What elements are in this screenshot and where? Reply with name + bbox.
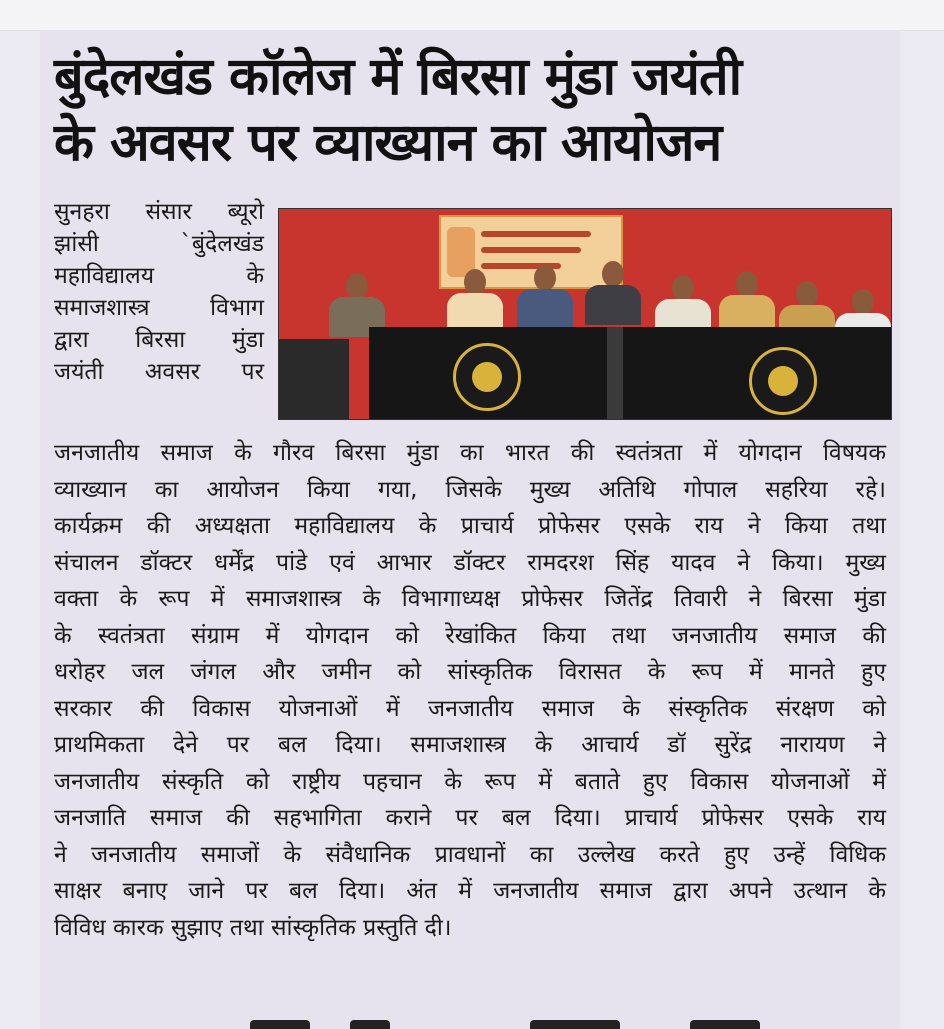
headline-line-2: के अवसर पर व्याख्यान का आयोजन: [54, 113, 722, 173]
intro-line: सुनहरा संसार ब्यूरो: [54, 199, 264, 225]
next-headline-fragment: [230, 1020, 830, 1029]
body-line: प्राथमिकता देने पर बल दिया। समाजशास्त्र के आचार्य डॉ सुरेंद्र नारायण ने: [54, 732, 886, 758]
intro-line: झांसी `बुंदेलखंड: [54, 231, 264, 257]
body-line: संचालन डॉक्टर धर्मेंद्र पांडे एवं आभार डॉक्टर रामदरश सिंह यादव ने किया। मुख्य: [54, 549, 886, 576]
dais-table: [369, 327, 891, 419]
headline-line-1: बुंदेलखंड कॉलेज में बिरसा मुंडा जयंती: [54, 47, 742, 107]
body-line: व्याख्यान का आयोजन किया गया, जिसके मुख्य अतिथि गोपाल सहरिया रहे।: [54, 476, 886, 503]
body-line: जनजातीय समाज के गौरव बिरसा मुंडा का भारत की स्वतंत्रता में योगदान विषयक: [54, 440, 886, 466]
top-bar: [0, 0, 944, 31]
event-photo: [278, 208, 892, 420]
side-table: [279, 339, 349, 419]
body-line: विविध कारक सुझाए तथा सांस्कृतिक प्रस्तुति दी।: [54, 914, 452, 941]
article-body: [54, 435, 886, 946]
newspaper-clipping: [40, 30, 900, 1029]
body-line: साक्षर बनाए जाने पर बल दिया। अंत में जनजातीय समाज द्वारा अपने उत्थान के: [54, 878, 886, 904]
college-emblem-icon: [749, 347, 817, 415]
body-line: सरकार की विकास योजनाओं में जनजातीय समाज के संस्कृतिक संरक्षण को: [54, 695, 886, 722]
body-line: धरोहर जल जंगल और जमीन को सांस्कृतिक विरासत के रूप में मानते हुए: [54, 659, 886, 685]
intro-column: [54, 196, 264, 388]
body-line: ने जनजातीय समाजों के संवैधानिक प्रावधानों का उल्लेख करते हुए उन्हें विधिक: [54, 841, 886, 868]
college-emblem-icon: [453, 343, 521, 411]
intro-line: समाजशास्त्र विभाग: [54, 295, 264, 321]
intro-line: महाविद्यालय के: [54, 263, 264, 289]
body-line: जनजातीय संस्कृति को राष्ट्रीय पहचान के रूप में बताते हुए विकास योजनाओं में: [54, 768, 886, 795]
intro-line: द्वारा बिरसा मुंडा: [54, 327, 264, 353]
body-line: वक्ता के रूप में समाजशास्त्र के विभागाध्यक्ष प्रोफेसर जितेंद्र तिवारी ने बिरसा मुंडा: [54, 586, 886, 612]
body-line: जनजाति समाज की सहभागिता कराने पर बल दिया। प्राचार्य प्रोफेसर एसके राय: [54, 805, 886, 831]
intro-line: जयंती अवसर पर: [54, 359, 264, 385]
headline: [54, 44, 894, 176]
body-line: के स्वतंत्रता संग्राम में योगदान को रेखांकित किया तथा जनजातीय समाज की: [54, 622, 886, 649]
body-line: कार्यक्रम की अध्यक्षता महाविद्यालय के प्राचार्य प्रोफेसर एसके राय ने किया तथा: [54, 513, 886, 539]
